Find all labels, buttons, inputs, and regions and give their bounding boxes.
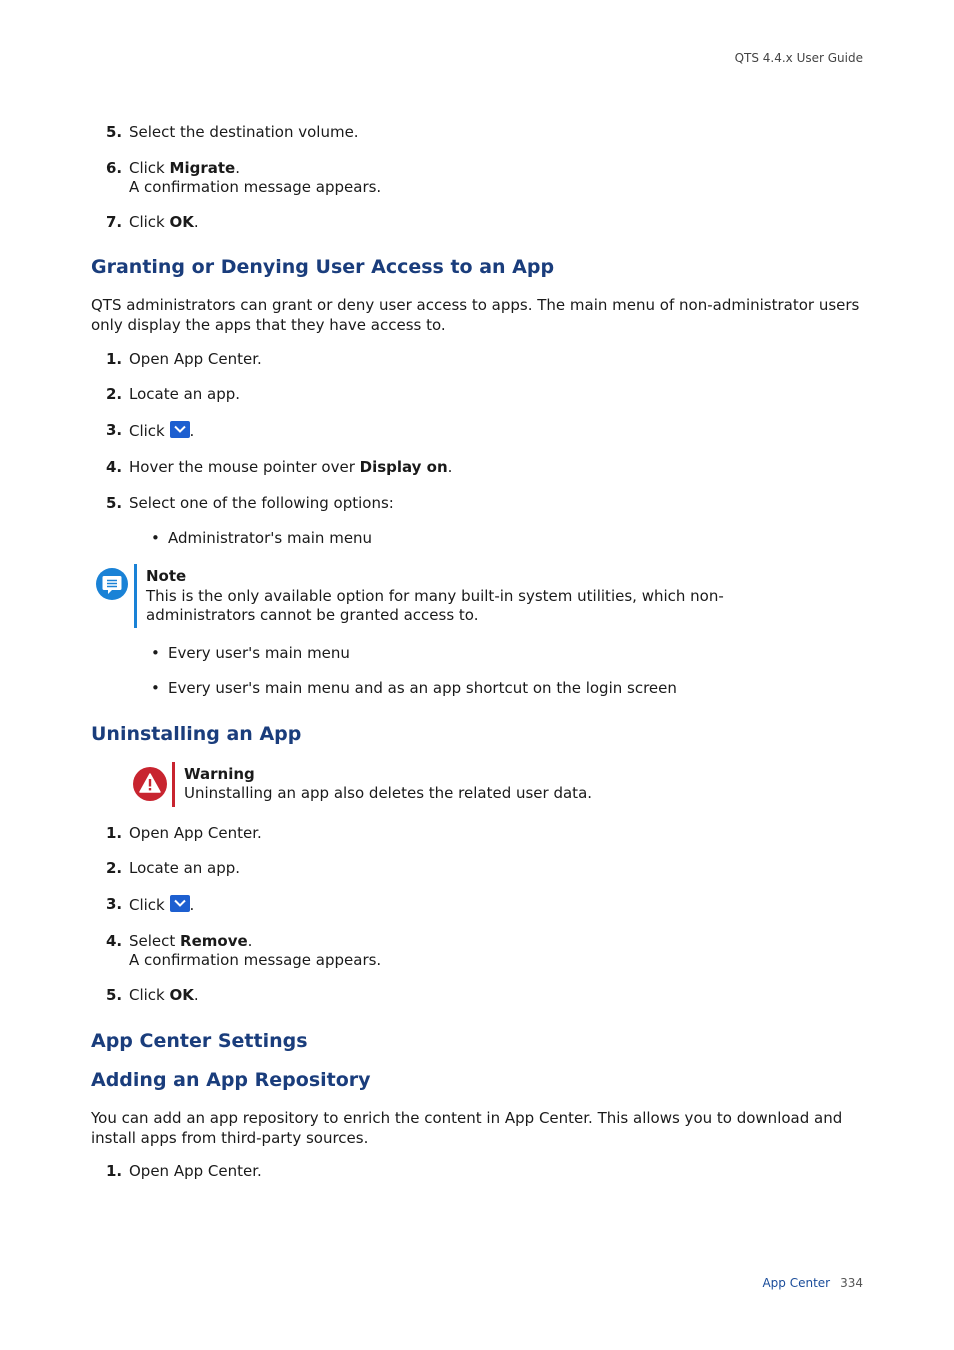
note-title: Note (146, 567, 187, 585)
step-select-volume: 5. Select the destination volume. (106, 123, 359, 141)
uninstall-step-4: 4. Select Remove. A confirmation message appears. (106, 932, 382, 969)
warning-body: Uninstalling an app also deletes the related user data. (184, 784, 593, 802)
granting-step-3: 3. Click . (106, 421, 195, 440)
note-body: This is the only available option for many built-in system utilities, which non-administrators cannot be granted access to. (146, 587, 724, 624)
repository-step-1: 1. Open App Center. (106, 1162, 262, 1180)
granting-step-5: 5. Select one of the following options: (106, 494, 394, 512)
step-click-ok: 7. Click OK. (106, 213, 199, 231)
note-icon (95, 567, 129, 601)
uninstall-step-3: 3. Click . (106, 895, 195, 914)
chevron-down-icon (170, 421, 190, 438)
step-click-migrate: 6. Click Migrate. A confirmation message appears. (106, 159, 382, 196)
footer-section-name: App Center (762, 1276, 831, 1290)
granting-step-4: 4. Hover the mouse pointer over Display on. (106, 458, 453, 476)
warning-icon (132, 766, 168, 802)
uninstall-step-1: 1. Open App Center. (106, 824, 262, 842)
option-every-user-menu-and-shortcut: • Every user's main menu and as an app shortcut on the login screen (151, 679, 677, 697)
uninstall-step-2: 2. Locate an app. (106, 859, 241, 877)
page-footer (762, 1276, 863, 1290)
repository-intro: You can add an app repository to enrich the content in App Center. This allows you to download and install apps from third-party sources. (91, 1109, 843, 1147)
section-heading-settings: App Center Settings (91, 1030, 308, 1052)
option-admin-menu: • Administrator's main menu (151, 529, 373, 547)
granting-intro: QTS administrators can grant or deny user access to apps. The main menu of non-administrator users only display the apps that they have access to. (91, 296, 860, 334)
warning-title: Warning (184, 765, 255, 783)
warning-bar (172, 762, 175, 807)
granting-step-2: 2. Locate an app. (106, 385, 241, 403)
uninstall-step-5: 5. Click OK. (106, 986, 199, 1004)
section-heading-granting: Granting or Denying User Access to an App (91, 256, 555, 278)
option-every-user-menu: • Every user's main menu (151, 644, 350, 662)
section-heading-repository: Adding an App Repository (91, 1069, 371, 1091)
granting-step-1: 1. Open App Center. (106, 350, 262, 368)
note-bar (134, 564, 137, 628)
page-number: 334 (840, 1276, 863, 1290)
chevron-down-icon (170, 895, 190, 912)
section-heading-uninstalling: Uninstalling an App (91, 723, 302, 745)
guide-title: QTS 4.4.x User Guide (734, 51, 863, 65)
